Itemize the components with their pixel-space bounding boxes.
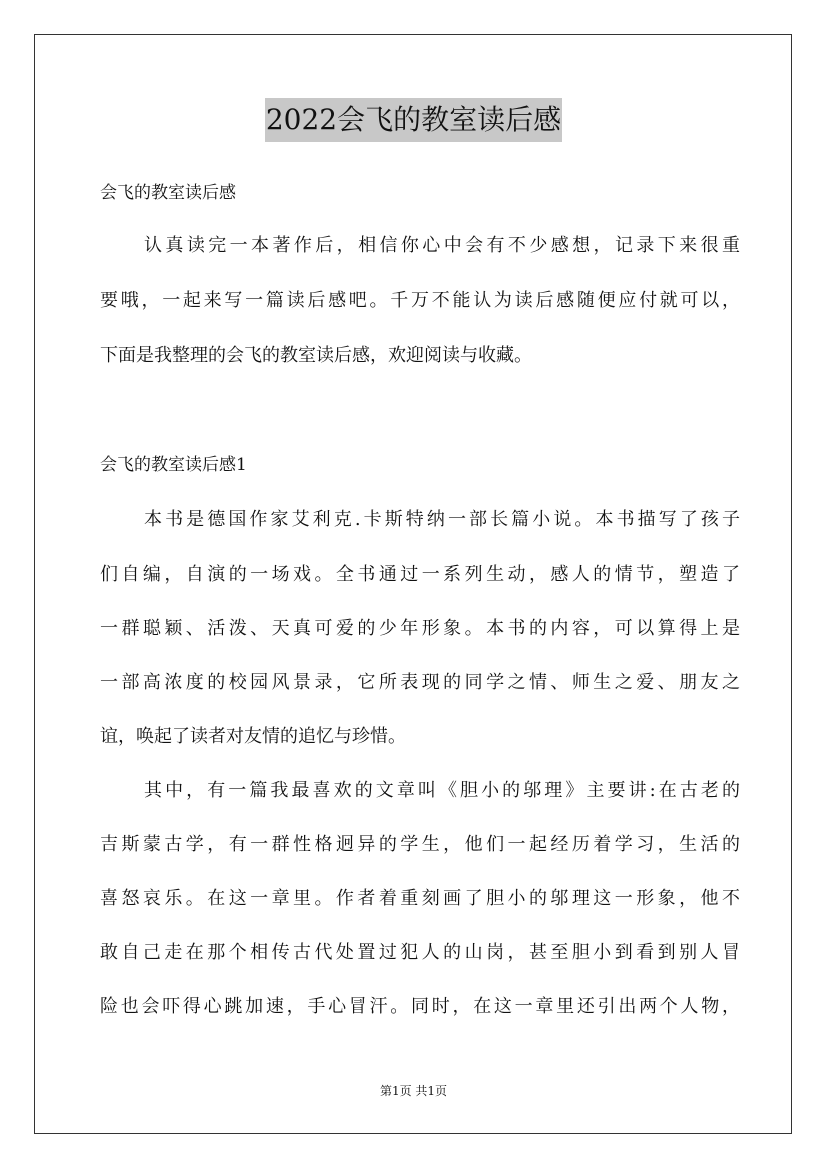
intro-heading: 会飞的教室读后感 <box>100 183 236 203</box>
section-heading: 会飞的教室读后感1 <box>100 455 247 475</box>
paragraph-line: 险也会吓得心跳加速，手心冒汗。同时，在这一章里还引出两个人物， <box>100 996 740 1017</box>
title-container <box>0 98 827 142</box>
paragraph-line: 们自编，自演的一场戏。全书通过一系列生动，感人的情节，塑造了 <box>100 564 740 585</box>
intro-line: 下面是我整理的会飞的教室读后感，欢迎阅读与收藏。 <box>100 345 532 366</box>
paragraph-line: 喜怒哀乐。在这一章里。作者着重刻画了胆小的邬理这一形象，他不 <box>100 888 740 909</box>
intro-line: 要哦，一起来写一篇读后感吧。千万不能认为读后感随便应付就可以， <box>100 290 740 311</box>
paragraph-line: 吉斯蒙古学，有一群性格迥异的学生，他们一起经历着学习，生活的 <box>100 834 740 855</box>
document-title: 2022会飞的教室读后感 <box>265 98 562 142</box>
paragraph-line: 一部高浓度的校园风景录，它所表现的同学之情、师生之爱、朋友之 <box>100 672 740 693</box>
paragraph-line: 本书是德国作家艾利克.卡斯特纳一部长篇小说。本书描写了孩子 <box>144 509 740 530</box>
paragraph-line: 谊，唤起了读者对友情的追忆与珍惜。 <box>100 726 406 747</box>
intro-line: 认真读完一本著作后，相信你心中会有不少感想，记录下来很重 <box>144 235 740 256</box>
page-footer: 第1页 共1页 <box>379 1084 448 1098</box>
paragraph-line: 敢自己走在那个相传古代处置过犯人的山岗，甚至胆小到看到别人冒 <box>100 942 740 963</box>
paragraph-line: 其中，有一篇我最喜欢的文章叫《胆小的邬理》主要讲:在古老的 <box>144 780 740 801</box>
paragraph-line: 一群聪颖、活泼、天真可爱的少年形象。本书的内容，可以算得上是 <box>100 618 740 639</box>
